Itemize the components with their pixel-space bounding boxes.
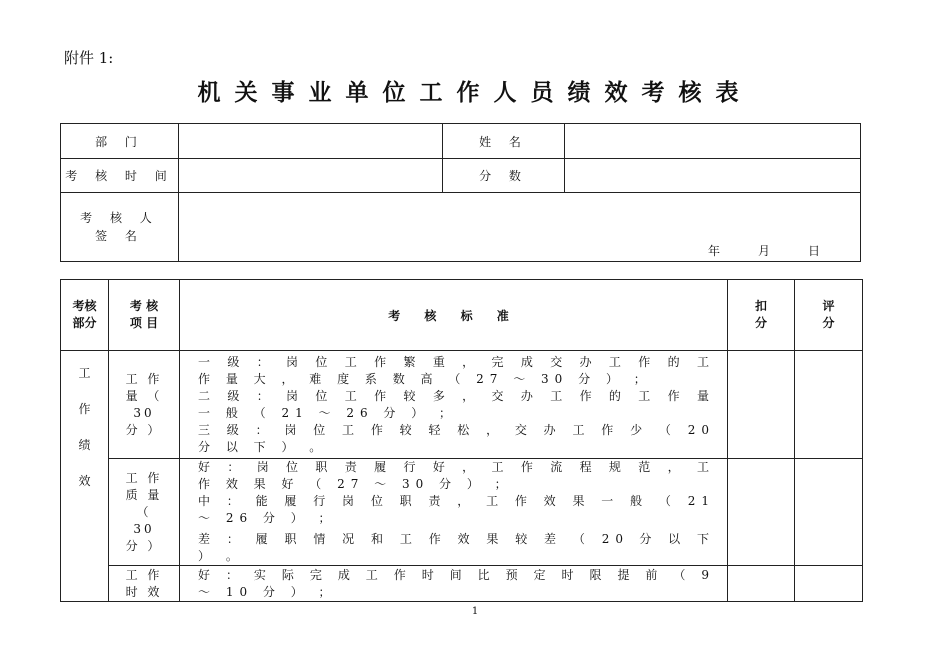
deduct-cell[interactable]: [728, 459, 795, 566]
page-number: 1: [471, 606, 479, 617]
header-section: 考核部分: [61, 280, 109, 351]
section-work-performance: [61, 351, 109, 602]
header-item: 考 核 项 目: [109, 280, 180, 351]
score-cell[interactable]: [795, 459, 863, 566]
criteria-timeliness: [180, 566, 728, 602]
info-table: [60, 123, 861, 262]
form-title: 机关事业单位工作人员绩效考核表: [197, 80, 753, 106]
item-timeliness: 工 作 时 效: [109, 566, 180, 602]
section-name: 工作绩效: [78, 366, 91, 488]
criteria-line: 二 级 ： 岗 位 工 作 较 多 ， 交 办 工 作 的 工 作 量 一 般 （ 21 ～ 26 分 ） ；: [198, 388, 715, 420]
name-field[interactable]: [565, 124, 861, 159]
item-quality: 工 作 质 量 （ 30 分 ）: [109, 459, 180, 566]
criteria-line: 一 级 ： 岗 位 工 作 繁 重 ， 完 成 交 办 工 作 的 工 作 量 大 ， 难 度 系 数 高 （ 27 ～ 30 分 ） ；: [198, 354, 715, 386]
criteria-line: 好 ： 实 际 完 成 工 作 时 间 比 预 定 时 限 提 前 （ 9 ～ 10 分 ） ；: [198, 567, 715, 599]
criteria-workload: [180, 351, 728, 459]
criteria-line: 好 ： 岗 位 职 责 履 行 好 ， 工 作 流 程 规 范 ， 工 作 效 果 好 （ 27 ～ 30 分 ） ；: [198, 460, 715, 491]
deduct-cell[interactable]: [728, 566, 795, 602]
header-deduct: 扣分: [728, 280, 795, 351]
score-label: 分 数: [443, 159, 565, 193]
period-label: 考 核 时 间: [61, 159, 179, 193]
month-label: 月: [757, 244, 770, 258]
criteria-line: 三 级 ： 岗 位 工 作 较 轻 松 ， 交 办 工 作 少 （ 20 分 以 下 ） 。: [198, 422, 715, 454]
year-label: 年: [707, 244, 720, 258]
signer-field[interactable]: [179, 193, 861, 262]
score-cell[interactable]: [795, 566, 863, 602]
day-label: 日: [807, 244, 820, 258]
deduct-cell[interactable]: [728, 351, 795, 459]
criteria-quality: [180, 459, 728, 566]
dept-label: 部 门: [61, 124, 179, 159]
criteria-line: 差 ： 履 职 情 况 和 工 作 效 果 较 差 （ 20 分 以 下 ） 。: [198, 532, 715, 563]
annex-label: 附件 1:: [64, 49, 114, 67]
sign-date: [670, 242, 820, 259]
name-label: 姓 名: [443, 124, 565, 159]
criteria-line: 中 ： 能 履 行 岗 位 职 责 ， 工 作 效 果 一 般 （ 21 ～ 26 分 ） ；: [198, 494, 715, 525]
score-field[interactable]: [565, 159, 861, 193]
period-field[interactable]: [179, 159, 443, 193]
header-score: 评分: [795, 280, 863, 351]
dept-field[interactable]: [179, 124, 443, 159]
header-standard: 考 核 标 准: [180, 280, 728, 351]
assessment-table: [60, 279, 863, 602]
signer-label: 考 核 人 签 名: [61, 193, 179, 262]
item-workload: 工 作 量 （ 30 分 ）: [109, 351, 180, 459]
score-cell[interactable]: [795, 351, 863, 459]
